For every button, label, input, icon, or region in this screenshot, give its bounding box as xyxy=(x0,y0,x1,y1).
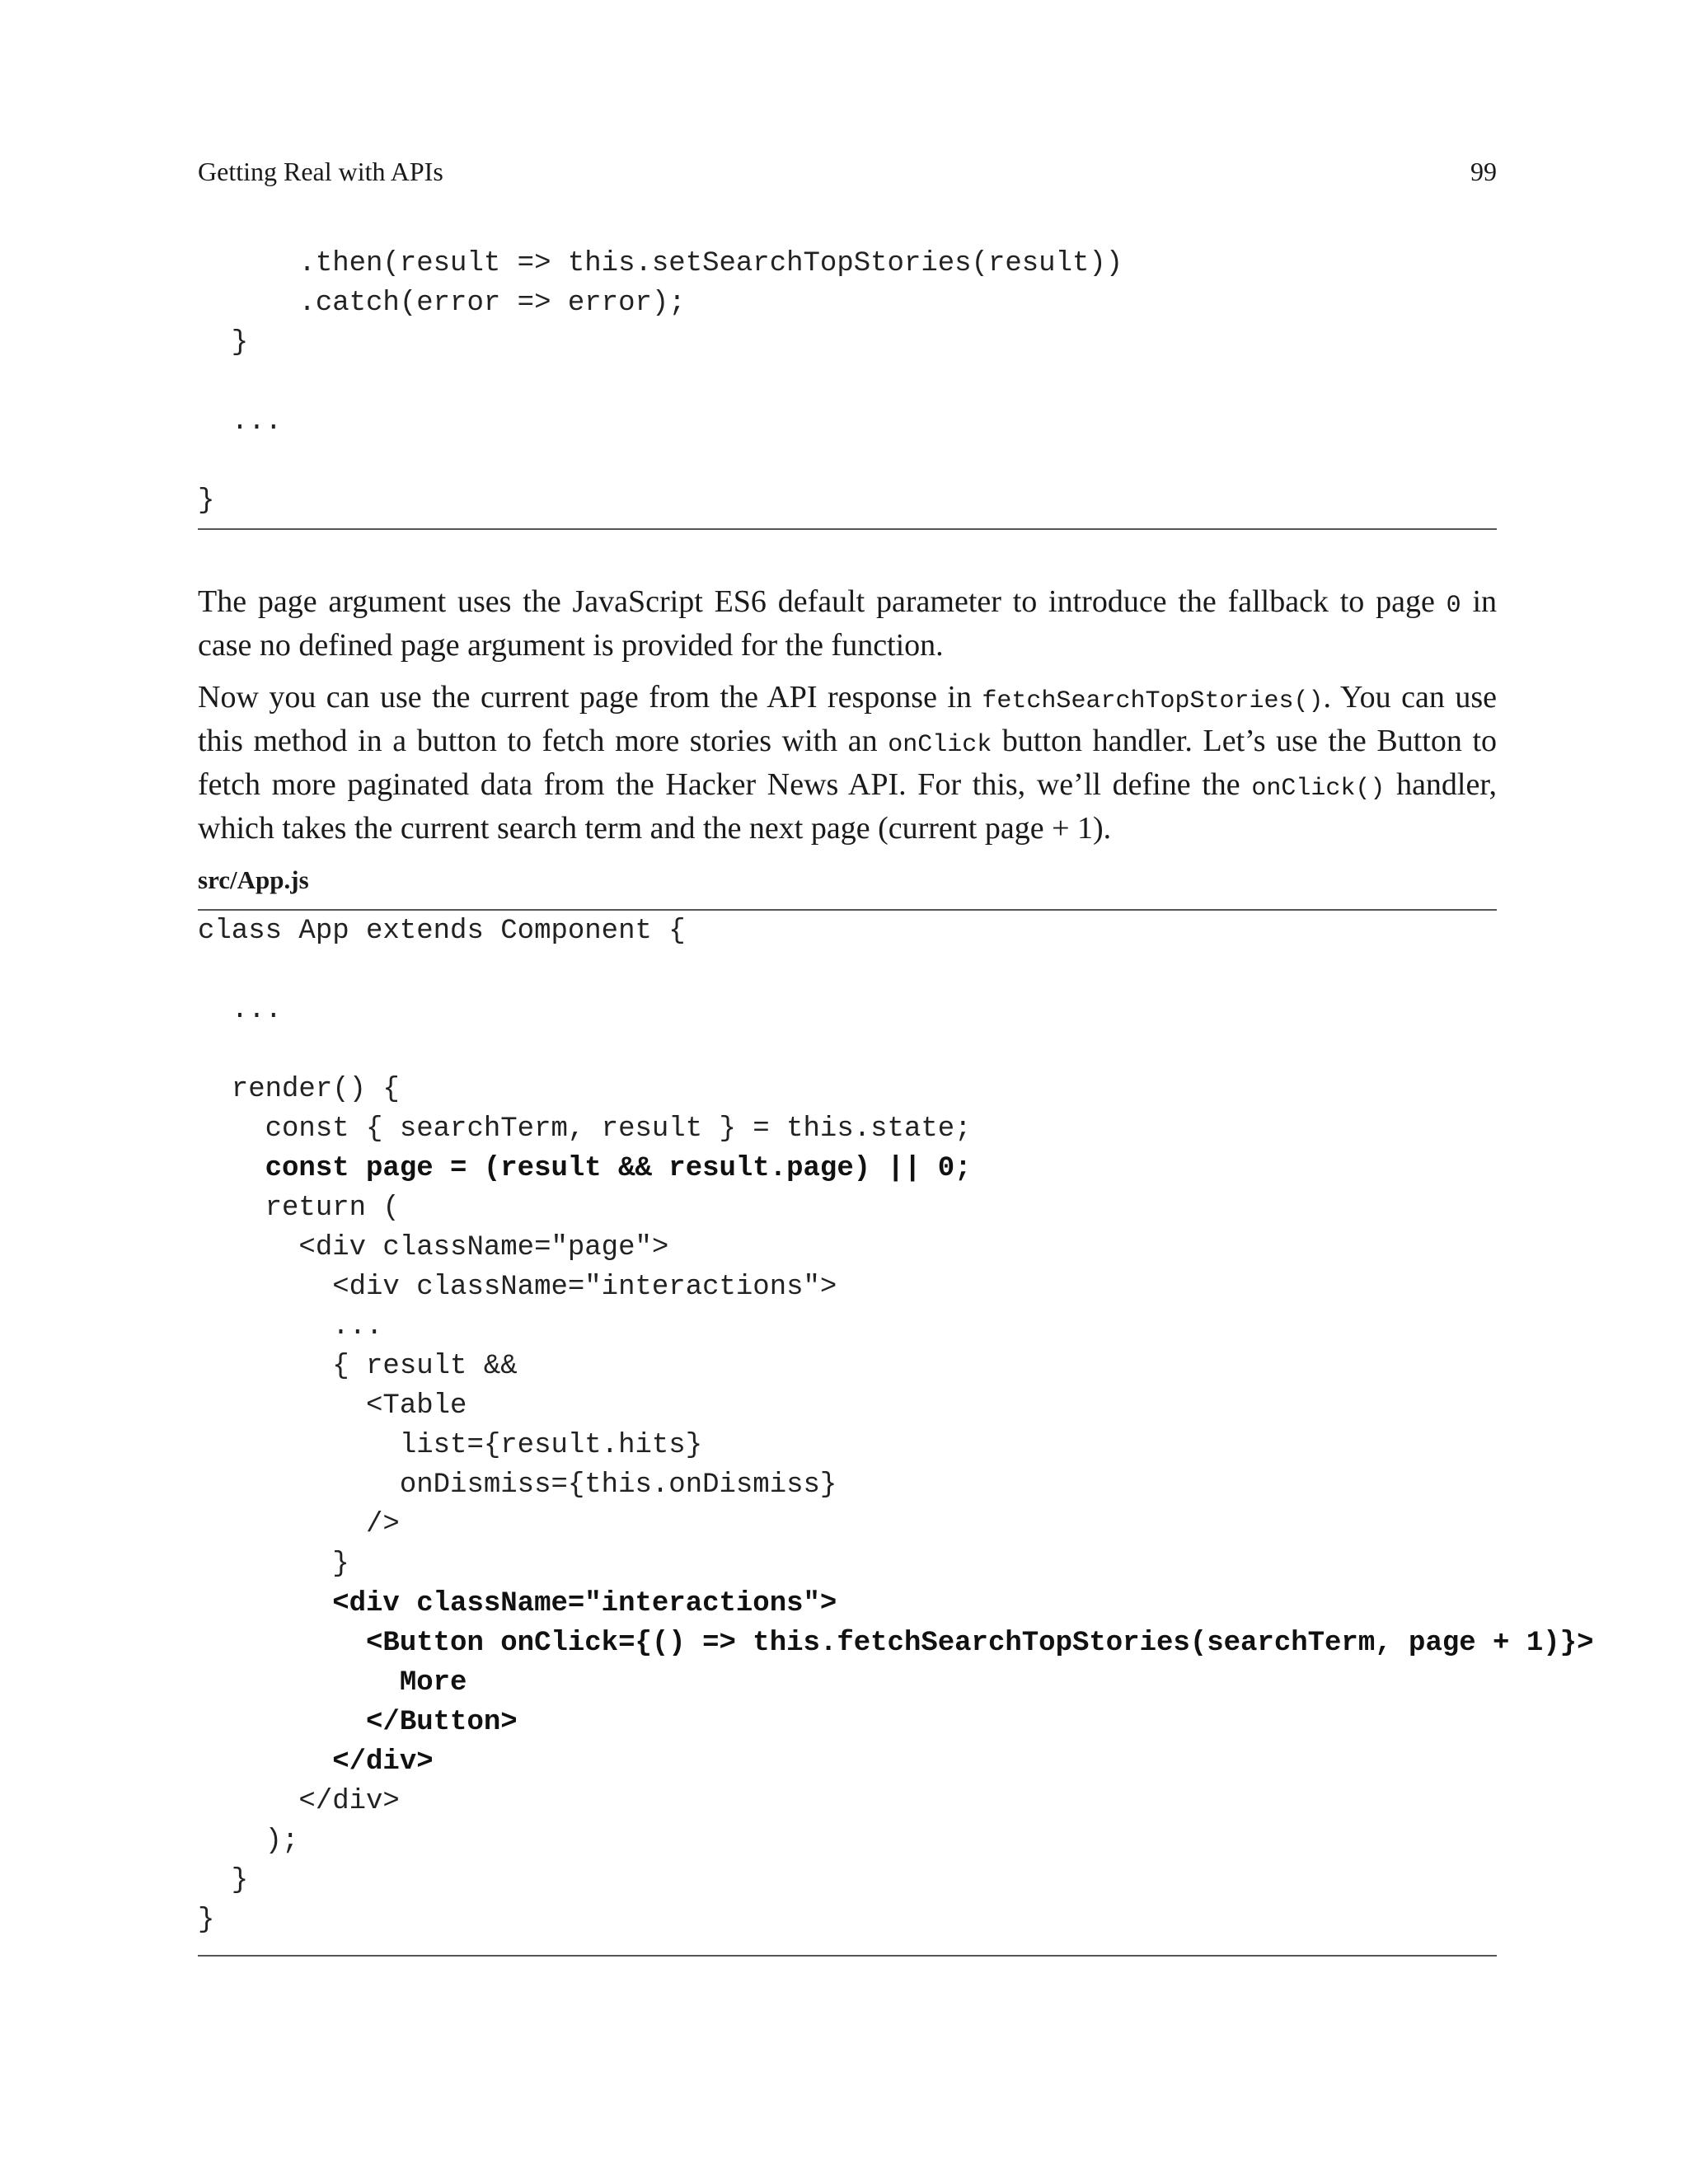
paragraph-default-parameter xyxy=(198,582,1497,665)
code-line: <div className="interactions"> xyxy=(198,1588,837,1619)
code-line: More xyxy=(198,1667,467,1699)
running-header xyxy=(198,157,1497,193)
inline-code: 0 xyxy=(1446,592,1461,620)
paragraph-text: handler, which takes the current search term and the next page (current page + 1). xyxy=(198,767,1497,846)
paragraph-text: Now you can use the current page from the API response in xyxy=(198,680,982,715)
code-block-bottom-rule xyxy=(198,528,1497,530)
code-line: .catch(error => error); xyxy=(198,288,686,319)
code-line: } xyxy=(198,327,249,359)
code-file-label: src/App.js xyxy=(198,865,309,894)
page-number: 99 xyxy=(1470,157,1497,186)
code-line: { result && xyxy=(198,1351,518,1382)
paragraph-text: The page argument uses the JavaScript ES6 default parameter to introduce the fallback to page xyxy=(198,584,1447,619)
code-line: </div> xyxy=(198,1746,434,1778)
code-line: } xyxy=(198,1865,249,1896)
code-line: ... xyxy=(198,1311,383,1343)
code-line: return ( xyxy=(198,1193,400,1224)
code-line: ... xyxy=(198,406,283,438)
code-line: } xyxy=(198,485,215,517)
code-line: render() { xyxy=(198,1074,400,1105)
paragraph-text: button handler. Let’s use the Button to fetch more paginated data from the Hacker News API. For this, we’ll define the xyxy=(198,724,1497,802)
code-line xyxy=(198,951,1497,991)
code-block-main xyxy=(198,912,1594,1940)
chapter-title: Getting Real with APIs xyxy=(198,157,443,186)
inline-code: fetchSearchTopStories() xyxy=(982,687,1324,715)
code-line: onDismiss={this.onDismiss} xyxy=(198,1469,837,1501)
code-line: const page = (result && result.page) || 0; xyxy=(198,1153,972,1184)
code-line: <Table xyxy=(198,1390,467,1422)
code-block-bottom-rule xyxy=(198,1955,1497,1957)
code-line xyxy=(198,442,1497,481)
inline-code: onClick() xyxy=(1251,775,1386,803)
code-line: <div className="page"> xyxy=(198,1232,669,1263)
code-line: } xyxy=(198,1905,215,1936)
code-line: </div> xyxy=(198,1786,400,1817)
code-line: } xyxy=(198,1549,349,1580)
code-block-top xyxy=(198,244,1497,521)
code-line: list={result.hits} xyxy=(198,1430,703,1461)
inline-code: onClick xyxy=(888,731,992,759)
paragraph-pagination xyxy=(198,677,1497,848)
code-line: ... xyxy=(198,995,283,1026)
code-line: .then(result => this.setSearchTopStories(result)) xyxy=(198,248,1123,279)
code-line: class App extends Component { xyxy=(198,916,686,947)
code-line: </Button> xyxy=(198,1707,518,1738)
code-line xyxy=(198,363,1497,402)
paragraph-text: . You can use this method in a button to fetch more stories with an xyxy=(198,680,1497,758)
code-line: const { searchTerm, result } = this.state; xyxy=(198,1113,972,1145)
code-block-top-rule xyxy=(198,909,1497,911)
code-line: <div className="interactions"> xyxy=(198,1272,837,1303)
code-line: ); xyxy=(198,1825,299,1857)
paragraph-text: in case no defined page argument is provided for the function. xyxy=(198,584,1497,663)
code-line xyxy=(198,1030,1497,1070)
code-line: /> xyxy=(198,1509,400,1540)
code-line: <Button onClick={() => this.fetchSearchTopStories(searchTerm, page + 1)}> xyxy=(198,1628,1594,1659)
